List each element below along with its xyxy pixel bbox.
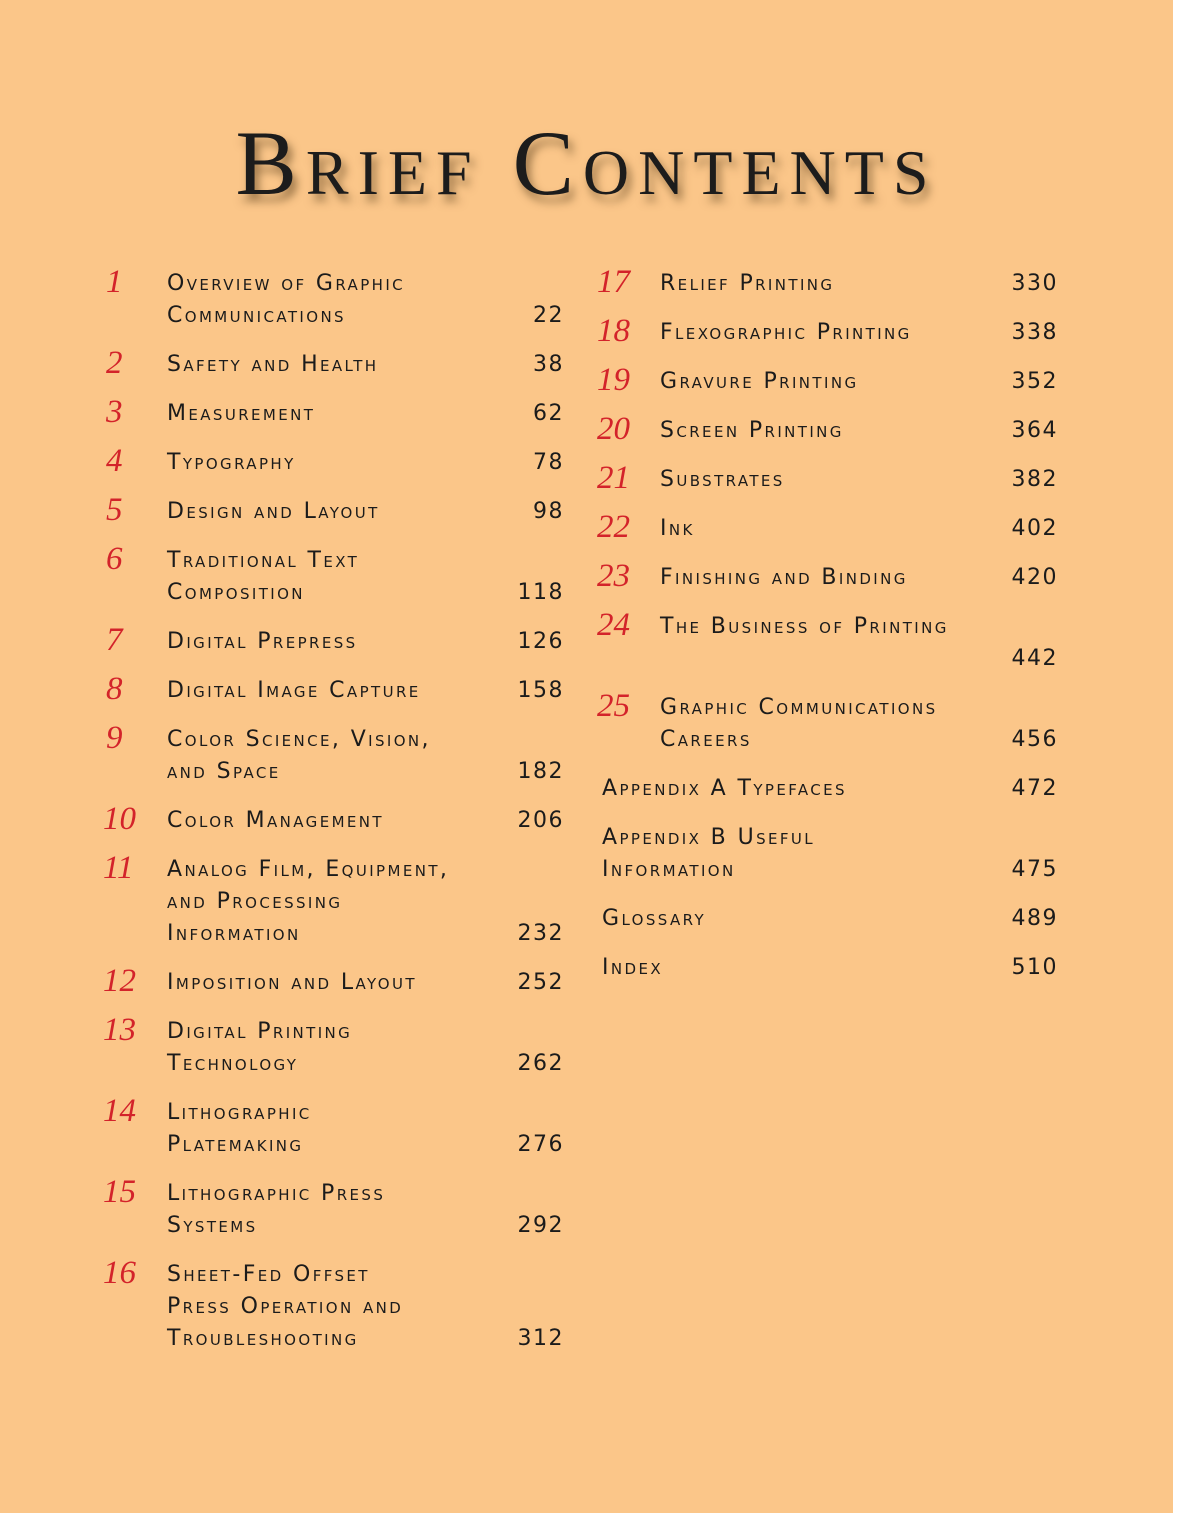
entry-title-line: Lithographic [167, 1100, 312, 1125]
chapter-number: 6 [106, 541, 123, 577]
chapter-number: 2 [106, 345, 123, 381]
entry-title-line: Appendix A Typefaces [602, 776, 847, 801]
page-number: 276 [517, 1132, 564, 1157]
entry-title-line: Relief Printing [660, 271, 835, 296]
page-number: 98 [533, 499, 564, 524]
entry-title-line: Digital Printing [167, 1019, 353, 1044]
entry-title-line: Appendix B Useful [602, 825, 816, 850]
entry-title-line: Screen Printing [660, 418, 844, 443]
chapter-number: 10 [103, 801, 136, 837]
entry-title-line: Analog Film, Equipment, [167, 857, 450, 882]
page-number: 489 [1011, 906, 1058, 931]
entry-title-line: Platemaking [167, 1132, 304, 1157]
chapter-number: 24 [597, 607, 630, 643]
entry-title-line: Design and Layout [167, 499, 380, 524]
entry-title-line: Information [602, 857, 736, 882]
chapter-number: 15 [103, 1174, 136, 1210]
page-number: 232 [517, 921, 564, 946]
page-number: 38 [533, 352, 564, 377]
entry-title-line: Ink [660, 516, 695, 541]
chapter-number: 18 [597, 313, 630, 349]
chapter-number: 21 [597, 460, 630, 496]
chapter-number: 19 [597, 362, 630, 398]
entry-title-line: Typography [167, 450, 296, 475]
page-number: 475 [1011, 857, 1058, 882]
chapter-number: 11 [103, 850, 134, 886]
entry-title-line: Color Management [167, 808, 384, 833]
chapter-number: 9 [106, 720, 123, 756]
entry-title-line: The Business of Printing [660, 614, 949, 639]
page-number: 118 [517, 580, 564, 605]
chapter-number: 17 [597, 264, 630, 300]
page-number: 510 [1011, 955, 1058, 980]
page-number: 252 [517, 970, 564, 995]
page-number: 182 [517, 759, 564, 784]
page-number: 158 [517, 678, 564, 703]
chapter-number: 14 [103, 1093, 136, 1129]
entry-title-line: Safety and Health [167, 352, 379, 377]
entry-title-line: Press Operation and [167, 1294, 404, 1319]
page-number: 456 [1011, 727, 1058, 752]
page-number: 420 [1011, 565, 1058, 590]
page-number: 22 [533, 303, 564, 328]
chapter-number: 7 [106, 622, 123, 658]
page-number: 312 [517, 1326, 564, 1351]
entry-title-line: Finishing and Binding [660, 565, 908, 590]
chapter-number: 1 [106, 264, 123, 300]
entry-title-line: Glossary [602, 906, 707, 931]
page-number: 292 [517, 1213, 564, 1238]
entry-title-line: Gravure Printing [660, 369, 859, 394]
entry-title-line: Traditional Text [167, 548, 360, 573]
page-title: Brief Contents [235, 112, 938, 214]
chapter-number: 22 [597, 509, 630, 545]
page-number: 364 [1011, 418, 1058, 443]
entry-title-line: Systems [167, 1213, 258, 1238]
entry-title-line: Careers [660, 727, 752, 752]
page-number: 442 [1011, 646, 1058, 671]
entry-title-line: Troubleshooting [167, 1326, 359, 1351]
entry-title-line: Color Science, Vision, [167, 727, 431, 752]
chapter-number: 12 [103, 963, 136, 999]
chapter-number: 8 [106, 671, 123, 707]
page-number: 330 [1011, 271, 1058, 296]
entry-title-line: Graphic Communications [660, 695, 938, 720]
entry-title-line: Flexographic Printing [660, 320, 912, 345]
entry-title-line: Composition [167, 580, 305, 605]
page-number: 472 [1011, 776, 1058, 801]
chapter-number: 3 [106, 394, 123, 430]
page-number: 352 [1011, 369, 1058, 394]
entry-title-line: Communications [167, 303, 346, 328]
entry-title-line: Index [602, 955, 664, 980]
entry-title-line: Digital Prepress [167, 629, 358, 654]
page-number: 402 [1011, 516, 1058, 541]
chapter-number: 16 [103, 1255, 136, 1291]
entry-title-line: Imposition and Layout [167, 970, 417, 995]
entry-title-line: Technology [167, 1051, 299, 1076]
page-number: 62 [533, 401, 564, 426]
page-number: 338 [1011, 320, 1058, 345]
chapter-number: 20 [597, 411, 630, 447]
entry-title-line: and Space [167, 759, 281, 784]
entry-title-line: Overview of Graphic [167, 271, 406, 296]
entry-title-line: Information [167, 921, 301, 946]
page-number: 206 [517, 808, 564, 833]
page-number: 78 [533, 450, 564, 475]
chapter-number: 5 [106, 492, 123, 528]
page-number: 262 [517, 1051, 564, 1076]
entry-title-line: Lithographic Press [167, 1181, 386, 1206]
entry-title-line: Measurement [167, 401, 316, 426]
entry-title-line: Substrates [660, 467, 785, 492]
chapter-number: 13 [103, 1012, 136, 1048]
chapter-number: 25 [597, 688, 630, 724]
chapter-number: 4 [106, 443, 123, 479]
chapter-number: 23 [597, 558, 630, 594]
entry-title-line: Digital Image Capture [167, 678, 421, 703]
page-number: 126 [517, 629, 564, 654]
page-number: 382 [1011, 467, 1058, 492]
entry-title-line: and Processing [167, 889, 343, 914]
entry-title-line: Sheet-Fed Offset [167, 1262, 370, 1287]
